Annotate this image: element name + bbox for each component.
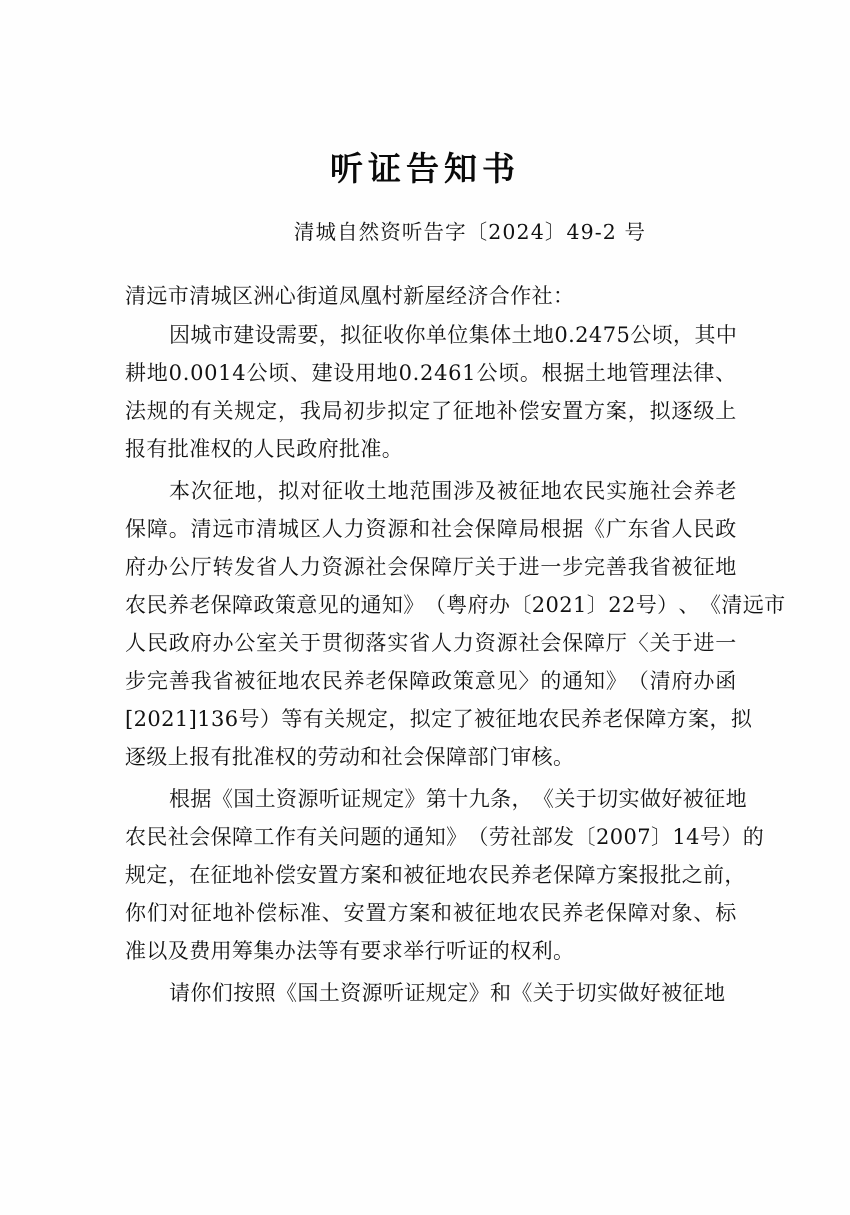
document-line: 请你们按照《国土资源听证规定》和《关于切实做好被征地	[169, 981, 726, 1005]
document-body	[125, 276, 786, 1012]
document-line: 逐级上报有批准权的劳动和社会保障部门审核。	[125, 745, 575, 769]
para-4	[125, 974, 737, 1012]
document-line: 报有批准权的人民政府批准。	[125, 437, 404, 461]
para-3	[125, 780, 765, 970]
document-line: 府 办 公 厅 转 发 省 人 力 资 源 社 会 保 障 厅 关 于 进 一 步 完 善 我 省 被 征 地	[125, 555, 737, 579]
document-line: 本 次 征 地 ， 拟 对 征 收 土 地 范 围 涉 及 被 征 地 农 民 实 施 社 会 养 老	[169, 479, 737, 503]
document-line: 农 民 社 会 保 障 工 作 有 关 问 题 的 通 知 》 （ 劳 社 部 发 〔 2 0 0 7 〕 1 4 号 ） 的	[125, 825, 765, 849]
document-line: 规 定 ， 在 征 地 补 偿 安 置 方 案 和 被 征 地 农 民 养 老 保 障 方 案 报 批 之 前 ，	[125, 863, 746, 887]
para-1	[125, 316, 737, 468]
document-line: 耕 地 0 . 0 0 1 4 公 顷 、 建 设 用 地 0 . 2 4 6 1 公 顷 。 根 据 土 地 管 理 法 律 、	[125, 361, 737, 385]
page-title: 听证告知书	[330, 150, 520, 187]
recipient-line: 清远市清城区洲心街道凤凰村新屋经济合作社：	[125, 284, 575, 308]
paragraph-list	[125, 316, 786, 1012]
document-line: 因 城 市 建 设 需 要 ， 拟 征 收 你 单 位 集 体 土 地 0 . 2 4 7 5 公 顷 ， 其 中	[169, 323, 738, 347]
document-line: 准以及费用筹集办法等有要求举行听证的权利。	[125, 939, 575, 963]
document-line: 根 据 《 国 土 资 源 听 证 规 定 》 第 十 九 条 ， 《 关 于 切 实 做 好 被 征 地	[169, 787, 747, 811]
document-line: 人 民 政 府 办 公 室 关 于 贯 彻 落 实 省 人 力 资 源 社 会 保 障 厅 〈 关 于 进 一	[125, 631, 737, 655]
document-line: 你 们 对 征 地 补 偿 标 准 、 安 置 方 案 和 被 征 地 农 民 养 老 保 障 对 象 、 标	[125, 901, 737, 925]
document-line: 步 完 善 我 省 被 征 地 农 民 养 老 保 障 政 策 意 见 〉 的 通 知 》 （ 清 府 办 函	[125, 669, 737, 693]
para-2	[125, 472, 786, 776]
document-line: 法 规 的 有 关 规 定 ， 我 局 初 步 拟 定 了 征 地 补 偿 安 置 方 案 ， 拟 逐 级 上	[125, 399, 737, 423]
document-line: 农 民 养 老 保 障 政 策 意 见 的 通 知 》 （ 粤 府 办 〔 2 0 2 1 〕 2 2 号 ） 、 《 清 远 市	[125, 593, 786, 617]
document-number: 清城自然资听告字〔2024〕49-2 号	[293, 220, 647, 244]
document-line: 保 障 。 清 远 市 清 城 区 人 力 资 源 和 社 会 保 障 局 根 据 《 广 东 省 人 民 政	[125, 517, 737, 541]
document-line: [ 2 0 2 1 ] 1 3 6 号 ） 等 有 关 规 定 ， 拟 定 了 被 征 地 农 民 养 老 保 障 方 案 ， 拟	[125, 707, 753, 731]
